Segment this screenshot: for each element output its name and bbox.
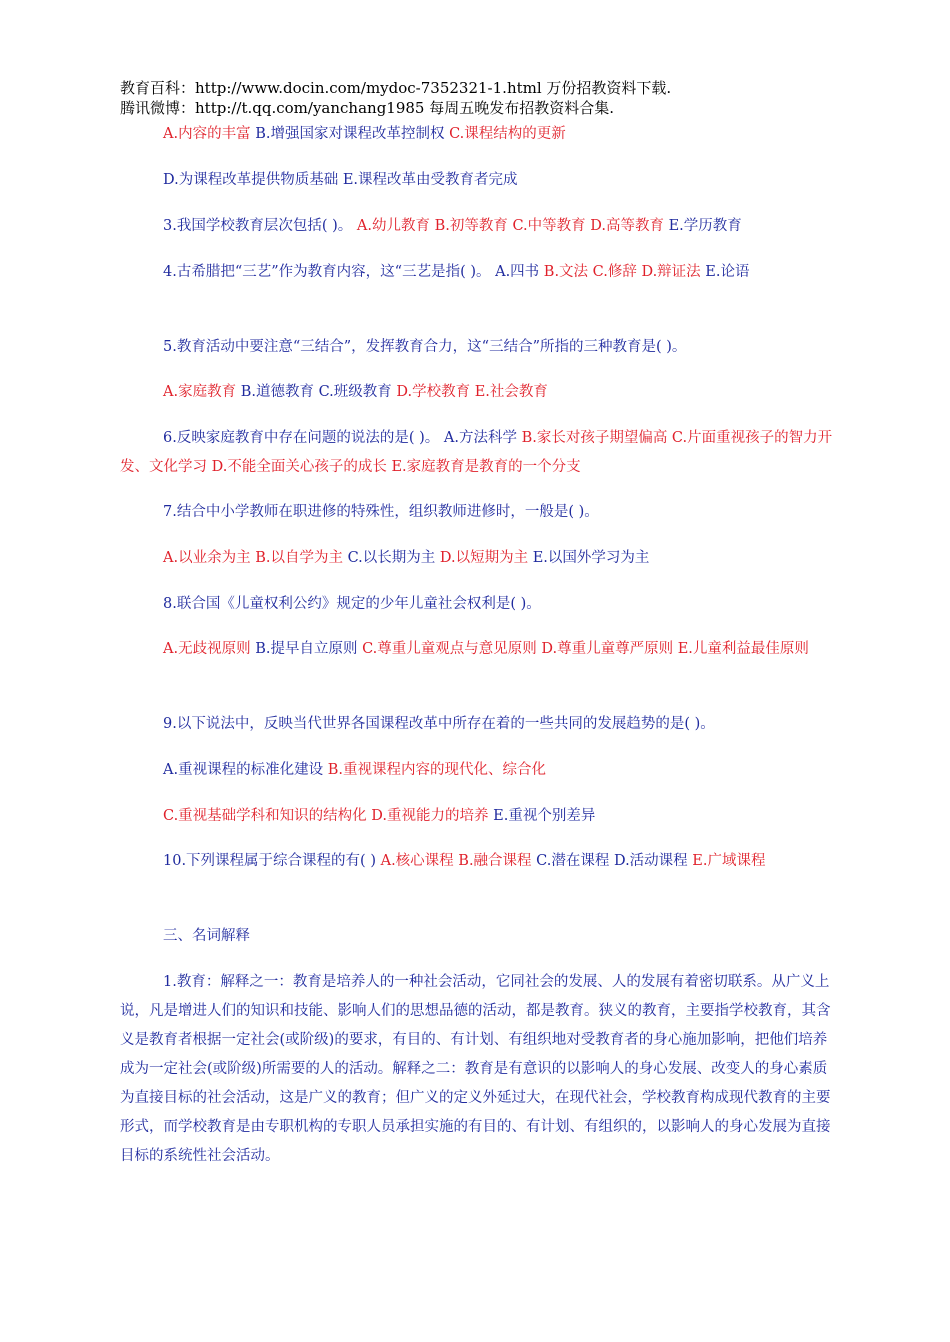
paragraph <box>120 544 840 573</box>
text-segment: A.核心课程 B.融合课程 <box>380 853 537 869</box>
text-segment: C.以长期为主 <box>347 550 440 566</box>
header-line-2: 腾讯微博：http://t.qq.com/yanchang1985 每周五晚发布招教资料合集. <box>120 99 615 117</box>
text-segment: 3.我国学校教育层次包括( )。 <box>163 218 357 234</box>
text-segment: C.课程结构的更新 <box>449 126 566 142</box>
text-segment: 10.下列课程属于综合课程的有( ) <box>163 853 381 869</box>
text-segment: 7.结合中小学教师在职进修的特殊性，组织教师进修时，一般是( )。 <box>163 504 599 520</box>
text-segment: A.重视课程的标准化建设 <box>163 762 328 778</box>
paragraph <box>120 258 840 287</box>
text-segment: E.学历教育 <box>668 218 742 234</box>
text-segment: B.文法 C.修辞 D.辩证法 <box>543 264 706 280</box>
text-segment: C.尊重儿童观点与意见原则 D.尊重儿童尊严原则 E.儿童利益最佳原则 <box>362 641 809 657</box>
paragraph <box>120 802 840 831</box>
paragraph <box>120 635 840 664</box>
paragraph <box>120 498 840 527</box>
paragraph <box>120 756 840 785</box>
text-segment: C.潜在课程 D.活动课程 <box>536 853 693 869</box>
text-segment: E.重视个别差异 <box>493 808 596 824</box>
text-segment: B.重视课程内容的现代化、综合化 <box>327 762 546 778</box>
paragraph <box>120 424 840 482</box>
header-line-1: 教育百科：http://www.docin.com/mydoc-7352321-1.html 万份招教资料下载. <box>120 79 672 97</box>
text-segment: B.道德教育 C.班级教育 <box>240 384 397 400</box>
text-segment: E.家庭教育是教育的一个分支 <box>391 459 581 475</box>
text-segment: A.幼儿教育 B.初等教育 C.中等教育 D.高等教育 <box>356 218 669 234</box>
text-segment: A.内容的丰富 <box>163 126 256 142</box>
paragraph <box>120 120 840 149</box>
text-segment: B.家长对孩子期望偏高 C.片面重视孩子的智力开发、文化学习 D.不能全面关心孩子的成长 <box>120 430 833 475</box>
text-segment: D.学校教育 E.社会教育 <box>396 384 548 400</box>
text-segment: E.以国外学习为主 <box>532 550 650 566</box>
paragraph <box>120 333 840 362</box>
paragraph <box>120 590 840 619</box>
section-heading <box>120 922 840 951</box>
paragraph <box>120 710 840 739</box>
paragraph <box>120 378 840 407</box>
text-segment: 5.教育活动中要注意“三结合”，发挥教育合力，这“三结合”所指的三种教育是( )。 <box>163 339 687 355</box>
text-segment: 4.古希腊把“三艺”作为教育内容，这“三艺是指( )。 A.四书 <box>163 264 544 280</box>
text-segment: A.家庭教育 <box>163 384 241 400</box>
paragraph <box>120 968 840 1171</box>
text-segment: B.提早自立原则 <box>255 641 363 657</box>
paragraph <box>120 847 840 876</box>
text-segment: 6.反映家庭教育中存在问题的说法的是( )。 A.方法科学 <box>163 430 522 446</box>
text-segment: 1.教育：解释之一：教育是培养人的一种社会活动，它同社会的发展、人的发展有着密切联系。从广义上说，凡是增进人们的知识和技能、影响人们的思想品德的活动，都是教育。狭义的教育，主要指学校教育，其含义是教育者根据一定社会(或阶级)的要求，有目的、有计划、有组织地对受教育者的身心施加影响，把他们培养成为一定社会(或阶级)所需要的人的活动。解释之二：教育是有意识的以影响人的身心发展、改变人的身心素质为直接目标的社会活动，这是广义的教育；但广义的定义外延过大，在现代社会，学校教育构成现代教育的主要形式，而学校教育是由专职机构的专职人员承担实施的有目的、有计划、有组织的，以影响人的身心发展为直接目标的系统性社会活动。 <box>120 974 831 1164</box>
text-segment: A.以业余为主 <box>163 550 256 566</box>
text-segment: 8.联合国《儿童权利公约》规定的少年儿童社会权利是( )。 <box>163 596 541 612</box>
text-segment: B.增强国家对课程改革控制权 <box>255 126 450 142</box>
text-segment: E.论语 <box>705 264 750 280</box>
paragraph <box>120 166 840 195</box>
text-segment: D.为课程改革提供物质基础 E.课程改革由受教育者完成 <box>163 172 518 188</box>
text-segment: 三、名词解释 <box>163 928 250 944</box>
text-segment: B.以自学为主 <box>255 550 348 566</box>
text-segment: 9.以下说法中，反映当代世界各国课程改革中所存在着的一些共同的发展趋势的是( )。 <box>163 716 715 732</box>
paragraph <box>120 212 840 241</box>
text-segment: C.重视基础学科和知识的结构化 D.重视能力的培养 <box>163 808 494 824</box>
text-segment: D.以短期为主 <box>439 550 533 566</box>
text-segment: A.无歧视原则 <box>163 641 256 657</box>
text-segment: E.广域课程 <box>692 853 766 869</box>
